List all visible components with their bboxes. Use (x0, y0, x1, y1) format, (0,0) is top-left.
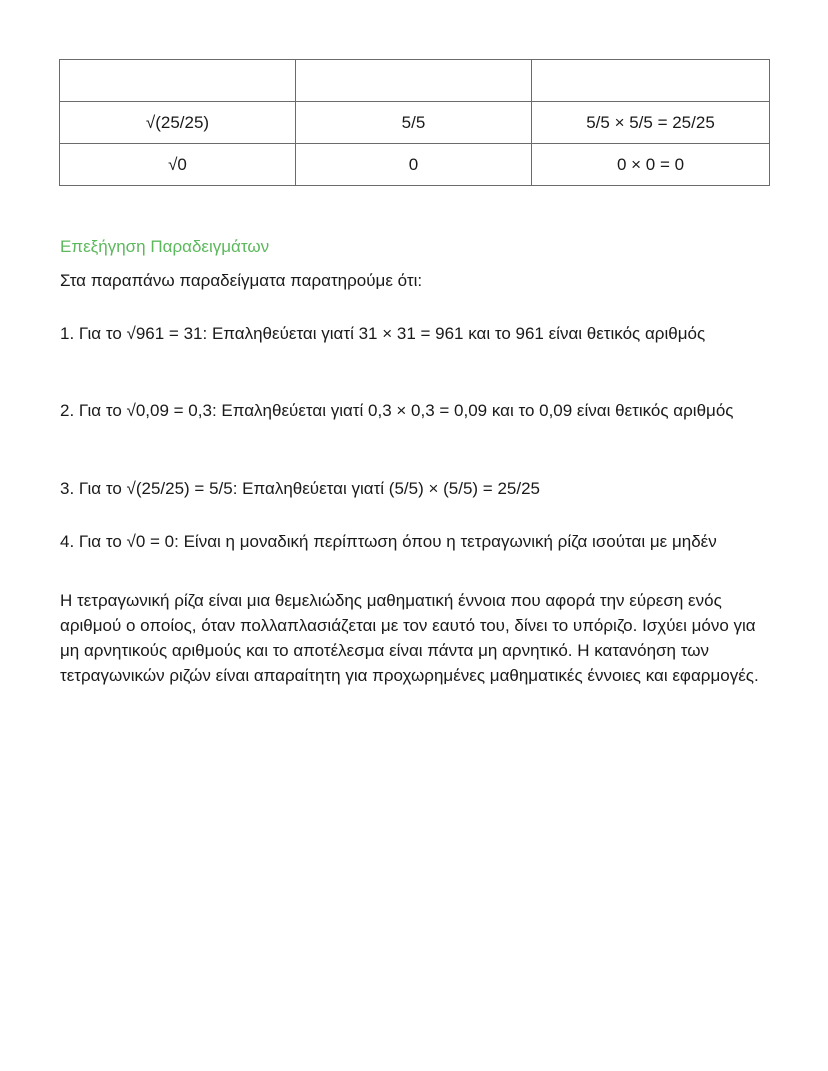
table-cell-result: 5/5 (296, 102, 532, 144)
examples-table (59, 59, 770, 186)
table-cell-check: 5/5 × 5/5 = 25/25 (532, 102, 770, 144)
table-cell-root: √(25/25) (60, 102, 296, 144)
section-heading: Επεξήγηση Παραδειγμάτων (60, 237, 270, 256)
table-cell-check: 0 × 0 = 0 (532, 144, 770, 186)
table-cell-result (296, 60, 532, 102)
table-cell-result: 0 (296, 144, 532, 186)
table-row (60, 102, 770, 144)
list-item: 2. Για το √0,09 = 0,3: Επαληθεύεται γιατί 0,3 × 0,3 = 0,09 και το 0,09 είναι θετικός αριθμός (60, 401, 734, 420)
list-item: 3. Για το √(25/25) = 5/5: Επαληθεύεται γιατί (5/5) × (5/5) = 25/25 (60, 479, 541, 498)
table-cell-root: √0 (60, 144, 296, 186)
conclusion-paragraph: Η τετραγωνική ρίζα είναι μια θεμελιώδης μαθηματική έννοια που αφορά την εύρεση ενός αριθμού ο οποίος, όταν πολλαπλασιάζεται με τον εαυτό του, δίνει το υπόριζο. Ισχύει μόνο για μη αρνητικούς αριθμούς και το αποτέλεσμα είναι πάντα μη αρνητικό. Η κατανόηση των τετραγωνικών ριζών είναι απαραίτητη για προχωρημένες μαθηματικές έννοιες και εφαρμογές. (60, 591, 759, 685)
table-cell-root (60, 60, 296, 102)
table-row (60, 144, 770, 186)
list-item: 4. Για το √0 = 0: Είναι η μοναδική περίπτωση όπου η τετραγωνική ρίζα ισούται με μηδέν (60, 532, 717, 551)
list-item: 1. Για το √961 = 31: Επαληθεύεται γιατί 31 × 31 = 961 και το 961 είναι θετικός αριθμός (60, 324, 706, 343)
table-cell-check (532, 60, 770, 102)
table-row (60, 60, 770, 102)
intro-text: Στα παραπάνω παραδείγματα παρατηρούμε ότι: (60, 271, 423, 290)
